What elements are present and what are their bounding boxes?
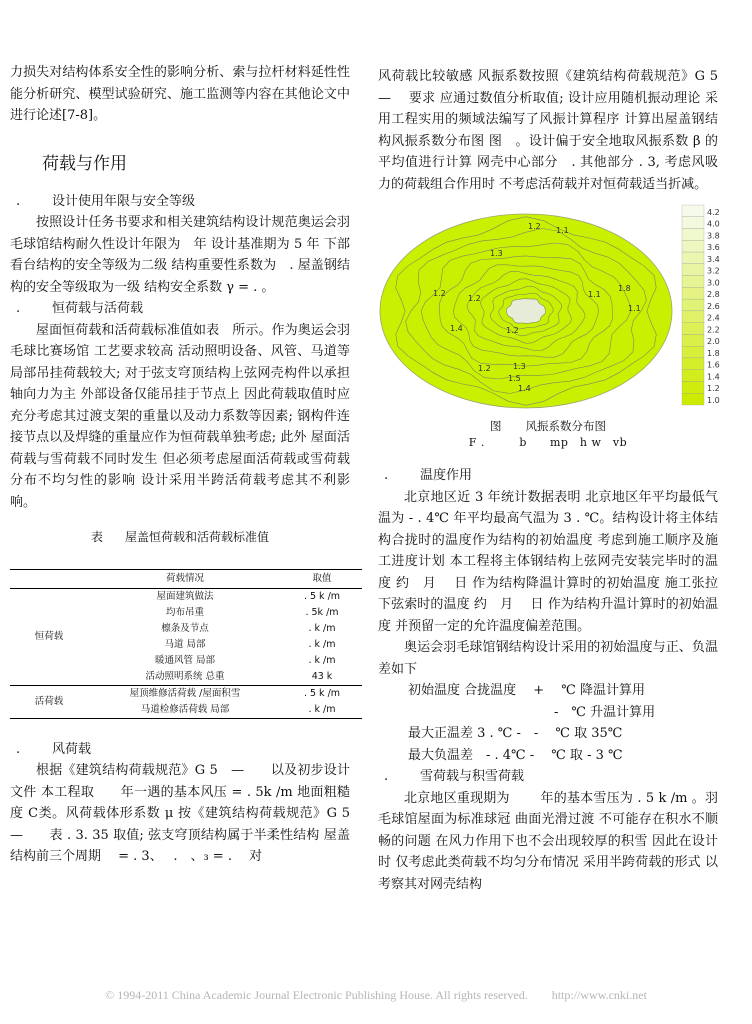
table-cell: . k /m: [308, 654, 336, 666]
contour-label: 1.2: [468, 294, 481, 303]
subsection-heading: [378, 766, 718, 788]
table-header-value: 取值: [282, 569, 362, 588]
legend-swatch: [682, 323, 704, 335]
table-cell: . 5k /m: [305, 606, 339, 618]
table-cell: . k /m: [308, 622, 336, 634]
table-number: 表: [90, 530, 103, 544]
table-header-case: 荷载情况: [88, 569, 282, 588]
table-cell: 43 k: [282, 669, 362, 686]
legend-label: 4.0: [707, 219, 720, 229]
figure-number: 图: [490, 419, 502, 433]
subsection-heading: [378, 465, 718, 487]
legend-label: 4.2: [707, 207, 720, 217]
legend-label: 3.4: [707, 254, 720, 264]
subsection-title: 设计使用年限与安全等级: [52, 193, 196, 209]
legend-swatch: [682, 240, 704, 252]
table-cell: 马道检修活荷载 局部: [88, 702, 282, 719]
table-caption-text: 屋盖恒荷载和活荷载标准值: [125, 530, 270, 544]
legend-swatch: [682, 334, 704, 346]
subsection-title: 恒荷载与活荷载: [52, 301, 144, 316]
subsection-title: 温度作用: [420, 468, 473, 483]
wind-vibration-figure: [378, 201, 730, 411]
subsection-number: .: [16, 301, 21, 316]
legend-swatch: [682, 252, 704, 264]
subsection-title: 雪荷载与积雪荷载: [420, 769, 525, 784]
legend-label: 3.8: [707, 231, 720, 241]
temperature-line: 最大正温差 3 . ℃ - - ℃ 取 35℃: [408, 726, 623, 741]
legend-swatch: [682, 393, 704, 405]
table-header-blank: [10, 569, 88, 588]
contour-label: 1.1: [588, 290, 601, 299]
legend-swatch: [682, 287, 704, 299]
subsection-title: 风荷载: [52, 741, 92, 757]
subsection-heading: [10, 298, 350, 320]
legend-swatch: [682, 346, 704, 358]
table-cell: 屋顶维修活荷载 /屋面积雪: [129, 687, 241, 699]
legend-label: 2.0: [707, 337, 720, 347]
contour-label: 1.2: [478, 364, 491, 373]
dead-load-label: 恒荷载: [10, 588, 88, 685]
table-cell: 檩条及节点: [161, 622, 209, 634]
legend-label: 2.6: [707, 301, 720, 311]
legend-swatch: [682, 358, 704, 370]
contour-label: 1.2: [433, 289, 446, 298]
table-cell: 马道 局部: [164, 638, 206, 650]
temperature-line: 最大负温差 - . 4℃ - ℃ 取 - 3 ℃: [408, 747, 623, 763]
legend-label: 1.8: [707, 348, 720, 358]
color-legend: [682, 205, 720, 405]
legend-swatch: [682, 370, 704, 382]
legend-label: 3.2: [707, 266, 720, 276]
table-cell: . k /m: [308, 638, 336, 650]
contour-label: 1.3: [490, 249, 503, 258]
paragraph-wind-vibration: 风荷载比较敏感 风振系数按照《建筑结构荷载规范》G 5 — 要求 应通过数值分析取值; 设计应用随机振动理论 采用工程实用的频域法编写了风振计算程序 计算出屋盖钢结构风振系数分布图 图 。设计偏于安全地取风振系数 β 的平均值进行计算 网壳中心部分 . 其他部分 . 3, 考虑风吸力的荷载组合作用时 不考虑活荷载并对恒荷载适当折减。: [378, 69, 732, 192]
legend-label: 3.0: [707, 278, 720, 288]
contour-label: 1.2: [528, 222, 541, 231]
table-cell: 均布吊重: [165, 606, 204, 618]
legend-label: 1.0: [707, 396, 720, 405]
legend-label: 1.2: [707, 384, 720, 394]
table-cell: 屋面建筑做法: [156, 590, 214, 602]
legend-label: 2.8: [707, 290, 720, 300]
subsection-heading: [10, 739, 350, 761]
subsection-heading: [10, 191, 350, 213]
legend-swatch: [682, 311, 704, 323]
table-caption: [10, 527, 350, 549]
contour-label: 1.5: [508, 374, 521, 383]
table-cell: . 5 k /m: [303, 590, 341, 602]
subsection-number: .: [384, 468, 389, 483]
legend-label: 2.2: [707, 325, 720, 335]
contour-label: 1.8: [618, 284, 631, 293]
legend-label: 1.6: [707, 360, 720, 370]
intro-paragraph: 力损失对结构体系安全性的影响分析、索与拉杆材料延性性能分析研究、模型试验研究、施工监测等内容在其他论文中进行论述[7-8]。: [10, 65, 350, 123]
copyright-footer: © 1994-2011 China Academic Journal Electronic Publishing House. All rights reserved. http://www.cnki.net: [105, 988, 647, 1002]
table-cell: . k /m: [282, 702, 362, 719]
figure-caption-english: F . b mp h w vb: [468, 436, 628, 449]
contour-label: 1.1: [556, 226, 569, 235]
wind-vibration-contour-plot: [378, 201, 730, 411]
left-column: [10, 62, 364, 868]
live-load-label: 活荷载: [10, 685, 88, 718]
paragraph-temperature-intro: 奥运会羽毛球馆钢结构设计采用的初始温度与正、负温差如下: [378, 640, 718, 677]
figure-caption: [378, 417, 718, 435]
temperature-line: - ℃ 升温计算用: [554, 704, 656, 720]
table-cell: 暖通风管 局部: [154, 654, 216, 666]
contour-label: 1.4: [518, 384, 531, 393]
contour-label: 1.3: [513, 362, 526, 371]
right-column: [378, 66, 732, 895]
legend-label: 2.4: [707, 313, 720, 323]
paragraph-dead-live-load: 屋面恒荷载和活荷载标准值如表 所示。作为奥运会羽毛球比赛场馆 工艺要求较高 活动照明设备、风管、马道等局部吊挂荷载较大; 对于弦支穹顶结构上弦网壳构件以承担轴向力为主 外部设备仅能吊挂于节点上 因此荷载取值时应充分考虑其过渡支架的重量以及动力系数等因素; 钢构件连接节点以及焊缝的重量应作为恒荷载单独考虑; 此外 屋面活荷载与雪荷载不同时发生 但必须考虑屋面活荷载或雪荷载分布不均匀性的影响 设计采用半跨活荷载考虑其不利影响。: [10, 322, 350, 510]
contour-label: 1.1: [628, 304, 641, 313]
table-row: [10, 685, 362, 702]
section-title: 荷载与作用: [42, 153, 127, 174]
paragraph-snow-load: 北京地区重现期为 年的基本雪压为 . 5 k /m 。羽毛球馆屋面为标准球冠 曲面光滑过渡 不可能存在积水不顺畅的问题 在风力作用下也不会出现较厚的积雪 因此在设计时 仅考虑此类荷载不均匀分布情况 采用半跨荷载的形式 以考察其对网壳结构: [378, 790, 718, 892]
paragraph-wind-load: 根据《建筑结构荷载规范》G 5 — 以及初步设计文件 本工程取 年一遇的基本风压 = . 5k /m 地面粗糙度 C类。风荷载体形系数 μ 按《建筑结构荷载规范》G 5 — 表 . 3. 35 取值; 弦支穹顶结构属于半柔性结构 屋盖结构前三个周期 = . 3、 . 、₃ = . 对: [10, 763, 364, 864]
temperature-line: 初始温度 合拢温度 + ℃ 降温计算用: [408, 683, 645, 698]
legend-swatch: [682, 381, 704, 393]
table-row: [10, 588, 362, 605]
legend-swatch: [682, 229, 704, 241]
contour-label: 1.4: [450, 324, 463, 333]
legend-swatch: [682, 217, 704, 229]
table-cell: 活动照明系统 总重: [88, 669, 282, 686]
load-table: [10, 569, 362, 719]
subsection-number: .: [16, 741, 21, 757]
legend-swatch: [682, 205, 704, 217]
paragraph-temperature: 北京地区近 3 年统计数据表明 北京地区年平均最低气温为 - . 4℃ 年平均最高气温为 3 . ℃。结构设计将主体结构合拢时的温度作为结构的初始温度 考虑到施工顺序及施工进度计划 本工程将主体钢结构上弦网壳安装完毕时的温度 约 月 日 作为结构降温计算时的初始温度 施工张拉下弦索时的温度 约 月 日 作为结构升温计算时的初始温度 并预留一定的允许温度偏差范围。: [378, 489, 718, 634]
paragraph-design-life: 按照设计任务书要求和相关建筑结构设计规范奥运会羽毛球馆结构耐久性设计年限为 年 设计基准期为 5 年 下部看台结构的安全等级为二级 结构重要性系数为 . 屋盖钢结构的安全等级取为一级 结构安全系数 γ = . 。: [10, 215, 350, 295]
legend-swatch: [682, 264, 704, 276]
legend-swatch: [682, 276, 704, 288]
legend-label: 3.6: [707, 243, 720, 253]
subsection-number: .: [384, 769, 389, 784]
table-cell: . 5 k /m: [303, 687, 341, 699]
subsection-number: .: [16, 193, 21, 209]
figure-caption-text: 风振系数分布图: [525, 419, 606, 433]
legend-label: 1.4: [707, 372, 720, 382]
contour-label: 1.2: [506, 326, 519, 335]
legend-swatch: [682, 299, 704, 311]
